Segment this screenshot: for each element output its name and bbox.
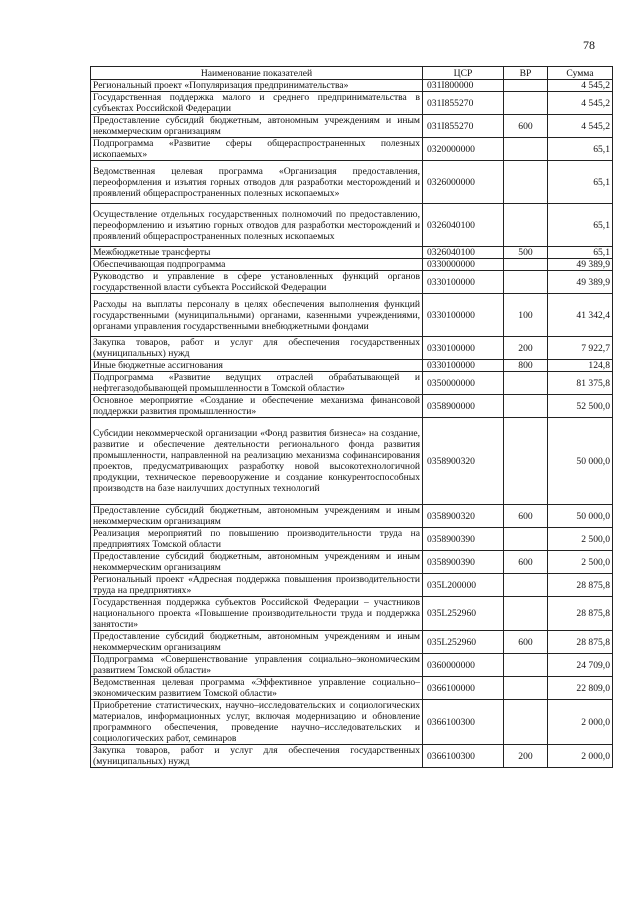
- table-row: [91, 372, 613, 395]
- header-vr: ВР: [504, 67, 548, 80]
- row-name-cell: Межбюджетные трансферты: [91, 247, 423, 259]
- row-csr-cell: 0358900390: [423, 551, 504, 574]
- row-csr-cell: 0350000000: [423, 372, 504, 395]
- table-row: [91, 597, 613, 631]
- row-sum-cell: 7 922,7: [548, 337, 613, 360]
- row-sum-cell: 65,1: [548, 247, 613, 259]
- row-csr-cell: 0330100000: [423, 294, 504, 337]
- row-csr-cell: 0358900390: [423, 528, 504, 551]
- table-row: [91, 654, 613, 677]
- budget-table: [90, 66, 613, 768]
- row-sum-cell: 28 875,8: [548, 574, 613, 597]
- row-sum-cell: 81 375,8: [548, 372, 613, 395]
- row-name-cell: Подпрограмма «Совершенствование управления социально–экономическим развитием Томской области»: [91, 654, 423, 677]
- row-vr-cell: [504, 271, 548, 294]
- row-sum-cell: 2 000,0: [548, 745, 613, 768]
- table-row: [91, 138, 613, 161]
- table-row: [91, 204, 613, 247]
- row-csr-cell: 0358900320: [423, 505, 504, 528]
- row-vr-cell: [504, 528, 548, 551]
- row-vr-cell: [504, 259, 548, 271]
- row-sum-cell: 65,1: [548, 161, 613, 204]
- table-row: [91, 247, 613, 259]
- row-name-cell: Реализация мероприятий по повышению производительности труда на предприятиях Томской области: [91, 528, 423, 551]
- row-sum-cell: 4 545,2: [548, 92, 613, 115]
- table-row: [91, 80, 613, 92]
- row-csr-cell: 031I800000: [423, 80, 504, 92]
- row-name-cell: Осуществление отдельных государственных полномочий по предоставлению, переоформлению и изъятию горных отводов для разработки месторождений и проявлений общераспространенных полезных ископаемых: [91, 204, 423, 247]
- table-row: [91, 259, 613, 271]
- row-sum-cell: 4 545,2: [548, 115, 613, 138]
- row-csr-cell: 031I855270: [423, 115, 504, 138]
- row-csr-cell: 031I855270: [423, 92, 504, 115]
- header-name: Наименование показателей: [91, 67, 423, 80]
- page-number: 78: [583, 38, 595, 52]
- row-vr-cell: 100: [504, 294, 548, 337]
- row-name-cell: Предоставление субсидий бюджетным, автономным учреждениям и иным некоммерческим организациям: [91, 551, 423, 574]
- row-sum-cell: 50 000,0: [548, 418, 613, 505]
- row-vr-cell: 200: [504, 745, 548, 768]
- row-vr-cell: 600: [504, 551, 548, 574]
- table-row: [91, 700, 613, 745]
- row-name-cell: Подпрограмма «Развитие ведущих отраслей обрабатывающей и нефтегазодобывающей промышленности в Томской области»: [91, 372, 423, 395]
- row-name-cell: Подпрограмма «Развитие сферы общераспространенных полезных ископаемых»: [91, 138, 423, 161]
- row-csr-cell: 035L252960: [423, 631, 504, 654]
- table-row: [91, 418, 613, 505]
- row-name-cell: Закупка товаров, работ и услуг для обеспечения государственных (муниципальных) нужд: [91, 337, 423, 360]
- table-body: [91, 80, 613, 768]
- table-row: [91, 271, 613, 294]
- row-csr-cell: 035L200000: [423, 574, 504, 597]
- row-vr-cell: [504, 138, 548, 161]
- row-csr-cell: 0360000000: [423, 654, 504, 677]
- row-name-cell: Государственная поддержка малого и среднего предпринимательства в субъектах Российской Федерации: [91, 92, 423, 115]
- row-sum-cell: 50 000,0: [548, 505, 613, 528]
- row-name-cell: Государственная поддержка субъектов Российской Федерации – участников национального проекта «Повышение производительности труда и поддержка занятости»: [91, 597, 423, 631]
- row-vr-cell: 600: [504, 115, 548, 138]
- row-vr-cell: 800: [504, 360, 548, 372]
- row-sum-cell: 52 500,0: [548, 395, 613, 418]
- table-row: [91, 360, 613, 372]
- row-name-cell: Ведомственная целевая программа «Эффективное управление социально–экономическим развитием Томской области»: [91, 677, 423, 700]
- row-name-cell: Расходы на выплаты персоналу в целях обеспечения выполнения функций государственными (муниципальными) органами, казенными учреждениями, органами управления государственными внебюджетными фондами: [91, 294, 423, 337]
- header-csr: ЦСР: [423, 67, 504, 80]
- row-sum-cell: 49 389,9: [548, 259, 613, 271]
- table-row: [91, 92, 613, 115]
- row-sum-cell: 28 875,8: [548, 597, 613, 631]
- row-vr-cell: 200: [504, 337, 548, 360]
- row-vr-cell: 600: [504, 505, 548, 528]
- row-csr-cell: 0330100000: [423, 360, 504, 372]
- table-row: [91, 115, 613, 138]
- row-sum-cell: 24 709,0: [548, 654, 613, 677]
- row-sum-cell: 28 875,8: [548, 631, 613, 654]
- row-sum-cell: 4 545,2: [548, 80, 613, 92]
- row-vr-cell: [504, 700, 548, 745]
- row-vr-cell: [504, 677, 548, 700]
- row-vr-cell: [504, 395, 548, 418]
- row-sum-cell: 49 389,9: [548, 271, 613, 294]
- row-sum-cell: 2 500,0: [548, 551, 613, 574]
- row-sum-cell: 65,1: [548, 204, 613, 247]
- header-sum: Сумма: [548, 67, 613, 80]
- row-vr-cell: [504, 372, 548, 395]
- row-name-cell: Предоставление субсидий бюджетным, автономным учреждениям и иным некоммерческим организациям: [91, 505, 423, 528]
- table-row: [91, 294, 613, 337]
- row-csr-cell: 0326040100: [423, 247, 504, 259]
- row-csr-cell: 0326000000: [423, 161, 504, 204]
- row-name-cell: Региональный проект «Популяризация предпринимательства»: [91, 80, 423, 92]
- row-vr-cell: [504, 92, 548, 115]
- row-sum-cell: 65,1: [548, 138, 613, 161]
- table-row: [91, 505, 613, 528]
- row-name-cell: Основное мероприятие «Создание и обеспечение механизма финансовой поддержки развития промышленности»: [91, 395, 423, 418]
- row-sum-cell: 2 000,0: [548, 700, 613, 745]
- row-csr-cell: 035L252960: [423, 597, 504, 631]
- row-sum-cell: 124,8: [548, 360, 613, 372]
- row-csr-cell: 0366100300: [423, 700, 504, 745]
- row-vr-cell: [504, 654, 548, 677]
- row-csr-cell: 0330100000: [423, 337, 504, 360]
- row-vr-cell: [504, 204, 548, 247]
- table-row: [91, 745, 613, 768]
- row-vr-cell: [504, 80, 548, 92]
- row-vr-cell: 600: [504, 631, 548, 654]
- row-vr-cell: [504, 597, 548, 631]
- table-header-row: [91, 67, 613, 80]
- table-row: [91, 337, 613, 360]
- row-sum-cell: 2 500,0: [548, 528, 613, 551]
- row-vr-cell: [504, 418, 548, 505]
- row-name-cell: Региональный проект «Адресная поддержка повышения производительности труда на предприятиях»: [91, 574, 423, 597]
- row-name-cell: Иные бюджетные ассигнования: [91, 360, 423, 372]
- row-csr-cell: 0358900000: [423, 395, 504, 418]
- row-csr-cell: 0326040100: [423, 204, 504, 247]
- table-row: [91, 574, 613, 597]
- row-name-cell: Предоставление субсидий бюджетным, автономным учреждениям и иным некоммерческим организациям: [91, 115, 423, 138]
- row-vr-cell: 500: [504, 247, 548, 259]
- row-csr-cell: 0366100300: [423, 745, 504, 768]
- row-sum-cell: 41 342,4: [548, 294, 613, 337]
- table-row: [91, 161, 613, 204]
- row-name-cell: Приобретение статистических, научно–исследовательских и социологических материалов, информационных услуг, включая модернизацию и обновление программного обеспечения, проведение научно–исследовательских и социологических работ, семинаров: [91, 700, 423, 745]
- table-row: [91, 551, 613, 574]
- row-name-cell: Предоставление субсидий бюджетным, автономным учреждениям и иным некоммерческим организациям: [91, 631, 423, 654]
- table-row: [91, 631, 613, 654]
- row-sum-cell: 22 809,0: [548, 677, 613, 700]
- row-csr-cell: 0330000000: [423, 259, 504, 271]
- row-name-cell: Обеспечивающая подпрограмма: [91, 259, 423, 271]
- row-name-cell: Ведомственная целевая программа «Организация предоставления, переоформления и изъятия горных отводов для разработки месторождений и проявлений общераспространенных полезных ископаемых»: [91, 161, 423, 204]
- row-name-cell: Закупка товаров, работ и услуг для обеспечения государственных (муниципальных) нужд: [91, 745, 423, 768]
- table-row: [91, 395, 613, 418]
- table-row: [91, 677, 613, 700]
- row-csr-cell: 0330100000: [423, 271, 504, 294]
- row-vr-cell: [504, 161, 548, 204]
- table-row: [91, 528, 613, 551]
- row-name-cell: Руководство и управление в сфере установленных функций органов государственной власти субъекта Российской Федерации: [91, 271, 423, 294]
- row-csr-cell: 0366100000: [423, 677, 504, 700]
- row-csr-cell: 0320000000: [423, 138, 504, 161]
- row-vr-cell: [504, 574, 548, 597]
- row-name-cell: Субсидии некоммерческой организации «Фонд развития бизнеса» на создание, развитие и обеспечение деятельности регионального фонда развития промышленности, направленной на реализацию механизма софинансирования проектов, предусматривающих разработку новой высокотехнологичной продукции, техническое перевооружение и создание конкурентоспособных производств на базе наилучших доступных технологий: [91, 418, 423, 505]
- row-csr-cell: 0358900320: [423, 418, 504, 505]
